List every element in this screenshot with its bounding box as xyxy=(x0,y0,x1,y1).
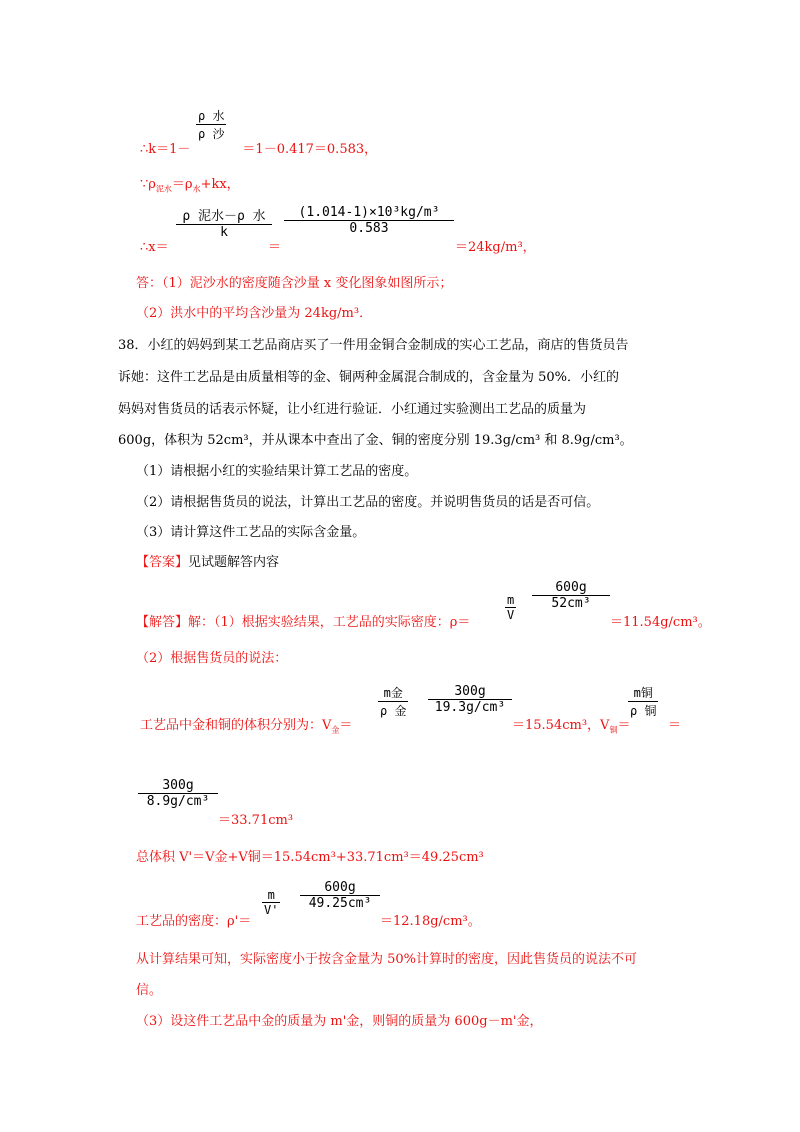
fraction-numerator: m xyxy=(507,593,515,607)
fraction-numerator: ρ 水 xyxy=(198,109,225,123)
subscript: 铜 xyxy=(609,725,618,735)
answer-text: 见试题解答内容 xyxy=(188,555,280,570)
fraction-numerator: 600g xyxy=(555,580,587,595)
x-result: ＝24kg/m³， xyxy=(455,240,536,255)
subscript: 水 xyxy=(192,184,201,194)
fraction-numerator: m铜 xyxy=(633,686,653,700)
density-result: ＝12.18g/cm³。 xyxy=(380,914,481,929)
solution-tag: 【解答】 xyxy=(136,615,189,630)
fraction-m-over-v-prime xyxy=(262,888,280,917)
subscript: 泥水 xyxy=(155,184,172,194)
conclusion-line-1: 从计算结果可知，实际密度小于按含金量为 50%计算时的密度，因此售货员的说法不可 xyxy=(136,952,638,967)
fraction-denominator: ρ 沙 xyxy=(198,127,225,141)
fraction-numeric-density xyxy=(284,205,454,236)
fraction-300-over-8-9 xyxy=(138,778,218,809)
fraction-numerator: 600g xyxy=(324,880,356,895)
question-38-line-3: 妈妈对售货员的话表示怀疑，让小红进行验证．小红通过实验测出工艺品的质量为 xyxy=(118,402,587,417)
text: ∵ρ xyxy=(140,177,156,192)
text-k-result: ＝1－0.417＝0.583， xyxy=(242,142,378,157)
fraction-denominator: 49.25cm³ xyxy=(308,896,372,911)
sub-question-3: （3）请计算这件工艺品的实际含金量。 xyxy=(136,525,366,540)
volume-line: 工艺品中金和铜的体积分别为：$V_金=$ xyxy=(140,718,353,735)
fraction-numerator: (1.014-1)×10³kg/m³ xyxy=(298,205,440,220)
question-38-line-2: 诉她：这件工艺品是由质量相等的金、铜两种金属混合制成的，含金量为 50%．小红的 xyxy=(118,370,620,385)
equals-sign: ＝ xyxy=(268,240,282,255)
line-k-value xyxy=(140,138,377,157)
answer-line-1: 答：（1）泥沙水的密度随含沙量 x 变化图象如图所示； xyxy=(136,276,453,291)
fraction-m-over-v xyxy=(505,593,516,622)
text-k-eq: ∴k＝1－ xyxy=(140,142,191,157)
sub-question-2: （2）请根据售货员的说法，计算出工艺品的密度。并说明售货员的话是否可信。 xyxy=(136,495,600,510)
volume-copper-result: ＝33.71cm³ xyxy=(218,813,294,828)
fraction-numerator: 300g xyxy=(454,684,486,699)
fraction-denominator: 8.9g/cm³ xyxy=(146,794,210,809)
text: ＝15.54cm³，V xyxy=(512,718,610,733)
answer-line xyxy=(136,551,279,570)
question-38-line-4: 600g，体积为 52cm³，并从课本中查出了金、铜的密度分别 19.3g/cm³ 和 8.9g/cm³。 xyxy=(118,433,633,448)
fraction-denominator: ρ 铜 xyxy=(630,704,657,718)
fraction-600-over-49-25 xyxy=(300,880,380,911)
volume-gold-result: ＝15.54cm³，$V_铜=$ xyxy=(512,718,631,735)
solution-3-line: （3）设这件工艺品中金的质量为 m'金，则铜的质量为 600g－m'金， xyxy=(136,1014,543,1029)
fraction-600-over-52 xyxy=(532,580,610,611)
fraction-rho-water-over-rho-sand xyxy=(196,107,226,142)
line-rho-relation xyxy=(140,173,240,195)
solution-1-line xyxy=(136,611,470,630)
conclusion-line-2: 信。 xyxy=(136,983,163,998)
fraction-denominator: ρ 金 xyxy=(380,704,407,718)
fraction-m-gold-over-rho-gold xyxy=(378,684,408,719)
text: 工艺品中金和铜的体积分别为：V xyxy=(140,718,332,733)
fraction-rho-diff-over-k xyxy=(176,205,272,240)
subscript: 金 xyxy=(331,725,340,735)
fraction-denominator: 19.3g/cm³ xyxy=(434,700,506,715)
fraction-denominator: k xyxy=(220,225,228,240)
fraction-denominator: V' xyxy=(264,903,279,917)
question-38-line-1: 38．小红的妈妈到某工艺品商店买了一件用金铜合金制成的实心工艺品，商店的售货员告 xyxy=(118,338,629,353)
fraction-300-over-19-3 xyxy=(428,684,512,715)
text: ＝ρ xyxy=(171,177,193,192)
text-x-eq: ∴x＝ xyxy=(140,240,169,255)
solution-1-result: ＝11.54g/cm³。 xyxy=(610,615,711,630)
total-volume-line: 总体积 V'＝V金+V铜＝15.54cm³+33.71cm³＝49.25cm³ xyxy=(136,850,484,865)
fraction-denominator: 0.583 xyxy=(349,221,389,236)
answer-line-2: （2）洪水中的平均含沙量为 24kg/m³． xyxy=(136,306,373,321)
fraction-m-copper-over-rho-copper xyxy=(628,684,658,719)
fraction-denominator: 52cm³ xyxy=(551,596,591,611)
fraction-numerator: 300g xyxy=(162,778,194,793)
fraction-numerator: m金 xyxy=(383,686,403,700)
line-x-value xyxy=(140,236,169,255)
fraction-numerator: m xyxy=(267,888,275,902)
density-line: 工艺品的密度：ρ'＝ xyxy=(136,914,252,929)
solution-2-intro: （2）根据售货员的说法： xyxy=(136,651,288,666)
equals-after-copper-fraction: ＝ xyxy=(668,718,682,733)
fraction-numerator: ρ 泥水－ρ 水 xyxy=(182,209,266,224)
solution-1-text: 解：（1）根据实验结果，工艺品的实际密度：ρ＝ xyxy=(188,615,471,630)
text: +kx， xyxy=(200,177,240,192)
answer-tag: 【答案】 xyxy=(136,555,189,570)
sub-question-1: （1）请根据小红的实验结果计算工艺品的密度。 xyxy=(136,464,418,479)
fraction-denominator: V xyxy=(507,608,515,622)
